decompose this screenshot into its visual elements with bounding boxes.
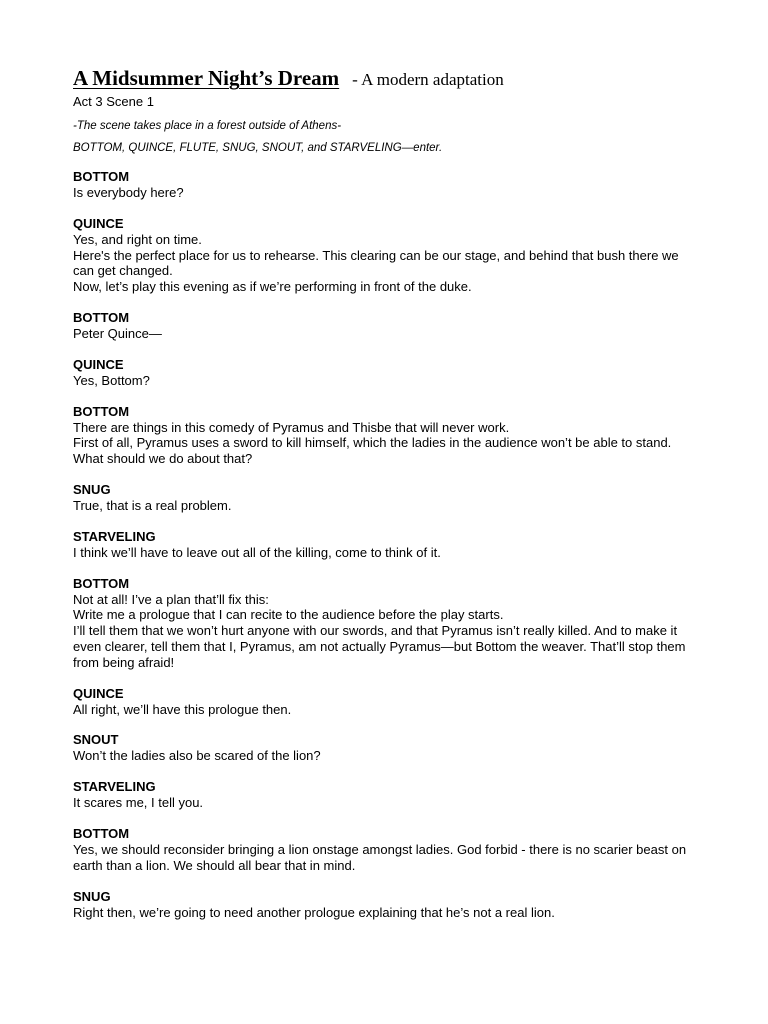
stage-direction-setting: -The scene takes place in a forest outside of Athens- [73,120,342,132]
dialogue-line: Won’t the ladies also be scared of the lion? [73,748,321,764]
speaker-name: QUINCE [73,356,124,372]
speaker-name: STARVELING [73,779,156,795]
speech [73,576,703,671]
dialogue-line: True, that is a real problem. [73,497,232,513]
dialogue-line: Yes, and right on time. [73,231,202,247]
speech [73,357,703,389]
script-page [73,66,703,920]
speaker-name: SNUG [73,888,111,904]
dialogue-line: Now, let’s play this evening as if we’re performing in front of the duke. [73,279,472,295]
speaker-name: QUINCE [73,685,124,701]
dialogue-line: Not at all! I’ve a plan that’ll fix this: [73,591,269,607]
speaker-name: SNUG [73,481,111,497]
speaker-name: QUINCE [73,215,124,231]
dialogue-line: Peter Quince— [73,325,162,341]
speaker-name: BOTTOM [73,169,130,184]
speech [73,482,703,514]
speaker-name: BOTTOM [73,825,130,841]
scene-heading: Act 3 Scene 1 [73,94,154,109]
speaker-name: STARVELING [73,528,156,544]
speech [73,216,703,295]
dialogue-line: There are things in this comedy of Pyramus and Thisbe that will never work. [73,419,510,435]
dialogue-line: First of all, Pyramus uses a sword to kill himself, which the ladies in the audience won’t be able to stand. What should we do about that? [73,435,672,467]
speech [73,779,703,811]
dialogue-line: Here's the perfect place for us to rehearse. This clearing can be our stage, and behind that bush there we can get changed. [73,247,679,279]
dialogue-line: I think we’ll have to leave out all of the killing, come to think of it. [73,544,441,560]
speaker-name: BOTTOM [73,309,130,325]
speech [73,686,703,718]
speech [73,404,703,467]
dialogue-line: Right then, we’re going to need another prologue explaining that he’s not a real lion. [73,904,555,920]
title-row [73,66,703,96]
speaker-name: BOTTOM [73,575,130,591]
speech [73,889,703,921]
speaker-name: BOTTOM [73,403,130,419]
dialogue-line: Is everybody here? [73,185,184,200]
speech [73,732,703,764]
dialogue-line: Write me a prologue that I can recite to the audience before the play starts. [73,607,504,623]
dialogue-line: I’ll tell them that we won’t hurt anyone with our swords, and that Pyramus isn’t really killed. And to make it even clearer, tell them that I, Pyramus, am not actually Pyramus—but Bottom the weaver. That’ll stop them from being afraid! [73,623,686,670]
dialogue-line: Yes, Bottom? [73,372,150,388]
speaker-name: SNOUT [73,732,119,748]
play-title: A Midsummer Night’s Dream [73,66,340,90]
speech [73,169,703,201]
speech [73,310,703,342]
speech [73,529,703,561]
dialogue-line: All right, we’ll have this prologue then. [73,701,292,717]
dialogue-line: It scares me, I tell you. [73,795,204,811]
speech [73,826,703,874]
speeches-list [73,169,703,920]
stage-direction-entry: BOTTOM, QUINCE, FLUTE, SNUG, SNOUT, and STARVELING—enter. [73,142,443,154]
play-subtitle: - A modern adaptation [352,70,504,89]
dialogue-line: Yes, we should reconsider bringing a lion onstage amongst ladies. God forbid - there is no scarier beast on earth than a lion. We should all bear that in mind. [73,841,687,873]
